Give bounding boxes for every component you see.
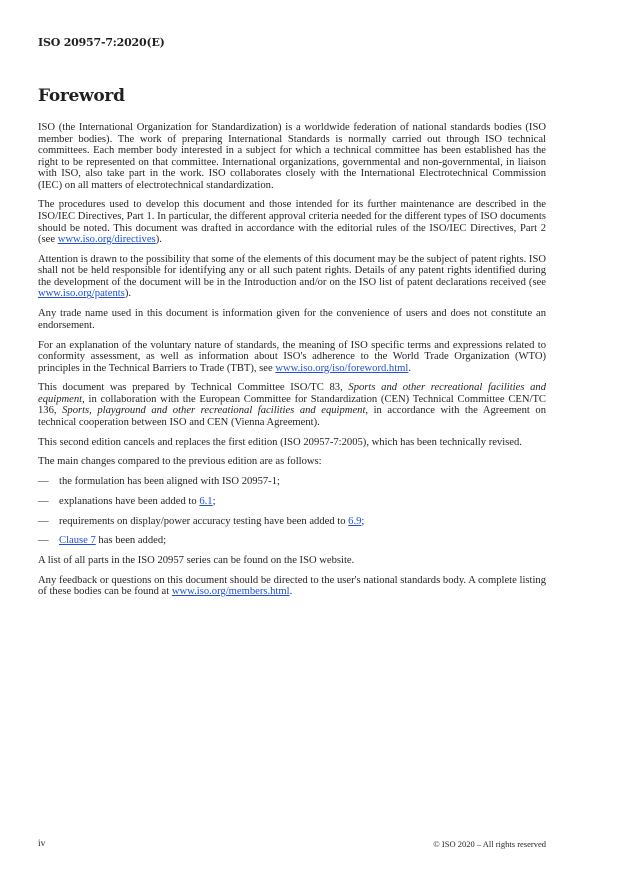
dash-bullet: — [38, 495, 49, 507]
document-identifier: ISO 20957-7:2020(E) [38, 36, 165, 49]
paragraph-patents: Attention is drawn to the possibility that some of the elements of this document may be the subject of patent rights. ISO shall not be held responsible for identifying any or all such patent rights. Details of any patent rights identified during the development of the document will be in the Introduction and/or on the ISO list of patent declarations received (see www.iso.org/patents). [38, 253, 546, 300]
paragraph-voluntary-nature: For an explanation of the voluntary nature of standards, the meaning of ISO specific terms and expressions related to conformity assessment, as well as information about ISO's adherence to the World Trade Organization (WTO) principles in the Technical Barriers to Trade (TBT), see www.iso.org/iso/foreword.html. [38, 339, 546, 374]
dash-bullet: — [38, 476, 49, 488]
paragraph-main-changes: The main changes compared to the previous edition are as follows: [38, 456, 322, 468]
directives-link[interactable]: www.iso.org/directives [57, 234, 156, 246]
patents-link[interactable]: www.iso.org/patents [38, 288, 125, 300]
dash-bullet: — [38, 535, 49, 547]
paragraph-iso-overview: ISO (the International Organization for Standardization) is a worldwide federation of national standards bodies (ISO member bodies). The work of preparing International Standards is normally carried out through ISO technical committees. Each member body interested in a subject for which a technical committee has been established has the right to be represented on that committee. International organizations, governmental and non-governmental, in liaison with ISO, also take part in the work. ISO collaborates closely with the International Electrotechnical Commission (IEC) on all matters of electrotechnical standardization. [38, 122, 546, 191]
list-item: — requirements on display/power accuracy testing have been added to 6.9; [38, 515, 365, 527]
paragraph-second-edition: This second edition cancels and replaces the first edition (ISO 20957-7:2005), which has been technically revised. [38, 436, 522, 448]
clause-7-link[interactable]: Clause 7 [59, 535, 96, 547]
list-item: — Clause 7 has been added; [38, 535, 167, 547]
members-link[interactable]: www.iso.org/members.html [171, 586, 290, 598]
foreword-body [38, 122, 546, 606]
paragraph-procedures: The procedures used to develop this document and those intended for its further maintenance are described in the ISO/IEC Directives, Part 1. In particular, the different approval criteria needed for the different types of ISO documents should be noted. This document was drafted in accordance with the editorial rules of the ISO/IEC Directives, Part 2 (see www.iso.org/directives). [38, 199, 546, 246]
paragraph-series-parts: A list of all parts in the ISO 20957 series can be found on the ISO website. [38, 555, 355, 567]
page-title: Foreword [38, 86, 125, 106]
changes-list [38, 476, 546, 547]
clause-6-1-link[interactable]: 6.1 [199, 495, 213, 507]
list-item: — the formulation has been aligned with ISO 20957-1; [38, 476, 280, 488]
dash-bullet: — [38, 515, 49, 527]
page-number: iv [38, 839, 46, 849]
foreword-link[interactable]: www.iso.org/iso/foreword.html [275, 362, 409, 374]
paragraph-prepared-by: This document was prepared by Technical Committee ISO/TC 83, Sports and other recreational facilities and equipment, in collaboration with the European Committee for Standardization (CEN) Technical Committee CEN/TC 136, Sports, playground and other recreational facilities and equipment, in accordance with the Agreement on technical cooperation between ISO and CEN (Vienna Agreement). [38, 382, 547, 428]
clause-6-9-link[interactable]: 6.9 [348, 515, 362, 527]
list-item: — explanations have been added to 6.1; [38, 495, 216, 507]
paragraph-trade-name: Any trade name used in this document is information given for the convenience of users and does not constitute an endorsement. [38, 308, 546, 331]
paragraph-feedback: Any feedback or questions on this document should be directed to the user's national standards body. A complete listing of these bodies can be found at www.iso.org/members.html. [38, 574, 546, 598]
copyright-notice: © ISO 2020 – All rights reserved [433, 839, 546, 849]
